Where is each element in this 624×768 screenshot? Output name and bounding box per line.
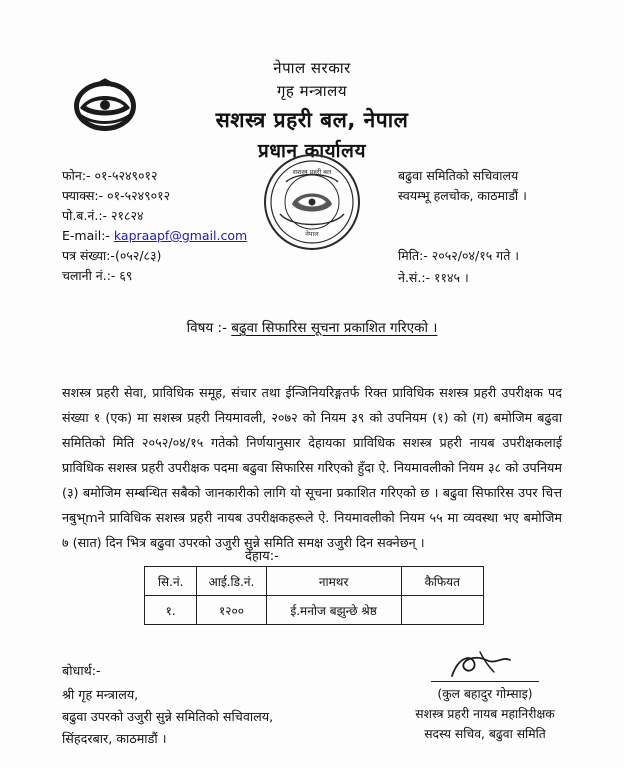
email-address-link[interactable]: kapraapf@gmail.com: [113, 228, 248, 243]
dehaya-label: देहाय:-: [245, 549, 279, 564]
nepal-sambat: ने.सं.:- ११४५ ।: [398, 270, 469, 285]
svg-text:नेपाल: नेपाल: [305, 230, 319, 238]
pobox-line: पो.ब.नं.:- २१८२४: [62, 208, 144, 223]
address-line-1: बढुवा समितिको सचिवालय: [398, 168, 519, 183]
bodhartha-block: [62, 660, 273, 750]
cell-remarks: [401, 596, 483, 625]
bodhartha-line-3: सिंहदरबार, काठमाडौं ।: [62, 731, 167, 746]
signatory-rank: सशस्त्र प्रहरी नायब महानिरीक्षक: [415, 707, 555, 721]
date-block: [398, 245, 519, 289]
bodhartha-label: बोधार्थ:-: [62, 663, 101, 678]
phone-line: फोन:- ०१-५२४९०१२: [62, 168, 158, 183]
table-row: [145, 596, 484, 625]
promotion-table: [144, 566, 484, 625]
letter-number: पत्र संख्या:-(०५२/८३): [62, 248, 162, 263]
cell-sn: १.: [145, 596, 197, 625]
cell-id: १२००: [197, 596, 266, 625]
signatory-name: (कुल बहादुर गोम्साइ): [431, 681, 538, 704]
gov-line-2: गृह मन्त्रालय: [276, 82, 348, 100]
email-label: E-mail:-: [62, 228, 110, 243]
column-header-sn: सि.नं.: [145, 567, 197, 596]
bodhartha-line-1: श्री गृह मन्त्रालय,: [62, 687, 139, 702]
subject-text: बढुवा सिफारिस सूचना प्रकाशित गरिएको ।: [231, 320, 438, 336]
subject-label: विषय :-: [186, 320, 227, 336]
address-block: [398, 166, 527, 206]
gov-line-1: नेपाल सरकार: [273, 59, 351, 77]
cell-name: ई.मनोज बझुन्छे श्रेष्ठ: [266, 596, 401, 625]
table-header-row: [145, 567, 484, 596]
organization-name: सशस्त्र प्रहरी बल, नेपाल: [215, 108, 409, 132]
body-paragraph: सशस्त्र प्रहरी सेवा, प्राविधिक समूह, संचार तथा ईन्जिनियरिङ्गतर्फ रिक्त प्राविधिक सशस्त्र प्रहरी उपरीक्षक पद संख्या १ (एक) मा सशस्त्र प्रहरी नियमावली, २०७२ को नियम ३९ को उपनियम (१) को (ग) बमोजिम बढुवा समितिको मिति २०५२/०४/१५ गतेको निर्णयानुसार देहायका प्राविधिक सशस्त्र प्रहरी नायब उपरीक्षकलाई प्राविधिक सशस्त्र प्रहरी उपरीक्षक पदमा बढुवा सिफारिस गरिएको हुँदा ऐ. नियमावलीको नियम ३८ को उपनियम (३) बमोजिम सम्बन्धित सबैको जानकारीको लागि यो सूचना प्रकाशित गरिएको छ । बढुवा सिफारिस उपर चित्त नबुभ्mने प्राविधिक सशस्त्र प्रहरी नायब उपरीक्षकहरूले ऐ. नियमावलीको नियम ५५ मा व्यवस्था भए बमोजिम ७ (सात) दिन भित्र बढुवा उपरको उजुरी सुन्ने समिति समक्ष उजुरी दिन सक्नेछन् ।: [62, 385, 562, 550]
signatory-role: सदस्य सचिव, बढुवा समिति: [424, 727, 546, 741]
fax-line: फ्याक्स:- ०१-५२४९०१२: [62, 188, 171, 203]
office-name: प्रधान कार्यालय: [258, 140, 366, 162]
column-header-id: आई.डि.नं.: [197, 567, 266, 596]
column-header-name: नामथर: [266, 567, 401, 596]
government-heading: [0, 58, 624, 163]
chalani-number: चलानी नं.:- ६९: [62, 268, 133, 283]
official-round-seal-icon: [262, 152, 362, 252]
column-header-remarks: कैफियत: [401, 567, 483, 596]
address-line-2: स्वयम्भू हलचोक, काठमाडौं ।: [398, 188, 527, 203]
svg-text:सशस्त्र प्रहरी बल: सशस्त्र प्रहरी बल: [292, 168, 332, 176]
letter-date: मिति:- २०५२/०४/१५ गते ।: [398, 248, 520, 263]
signature-block: [380, 650, 590, 744]
subject-line: [0, 318, 624, 336]
bodhartha-line-2: बढुवा उपरको उजुरी सुन्ने समितिको सचिवालय,: [62, 709, 274, 724]
handwritten-signature-icon: [380, 650, 590, 680]
contact-block: [62, 166, 247, 286]
email-line: [62, 226, 247, 246]
